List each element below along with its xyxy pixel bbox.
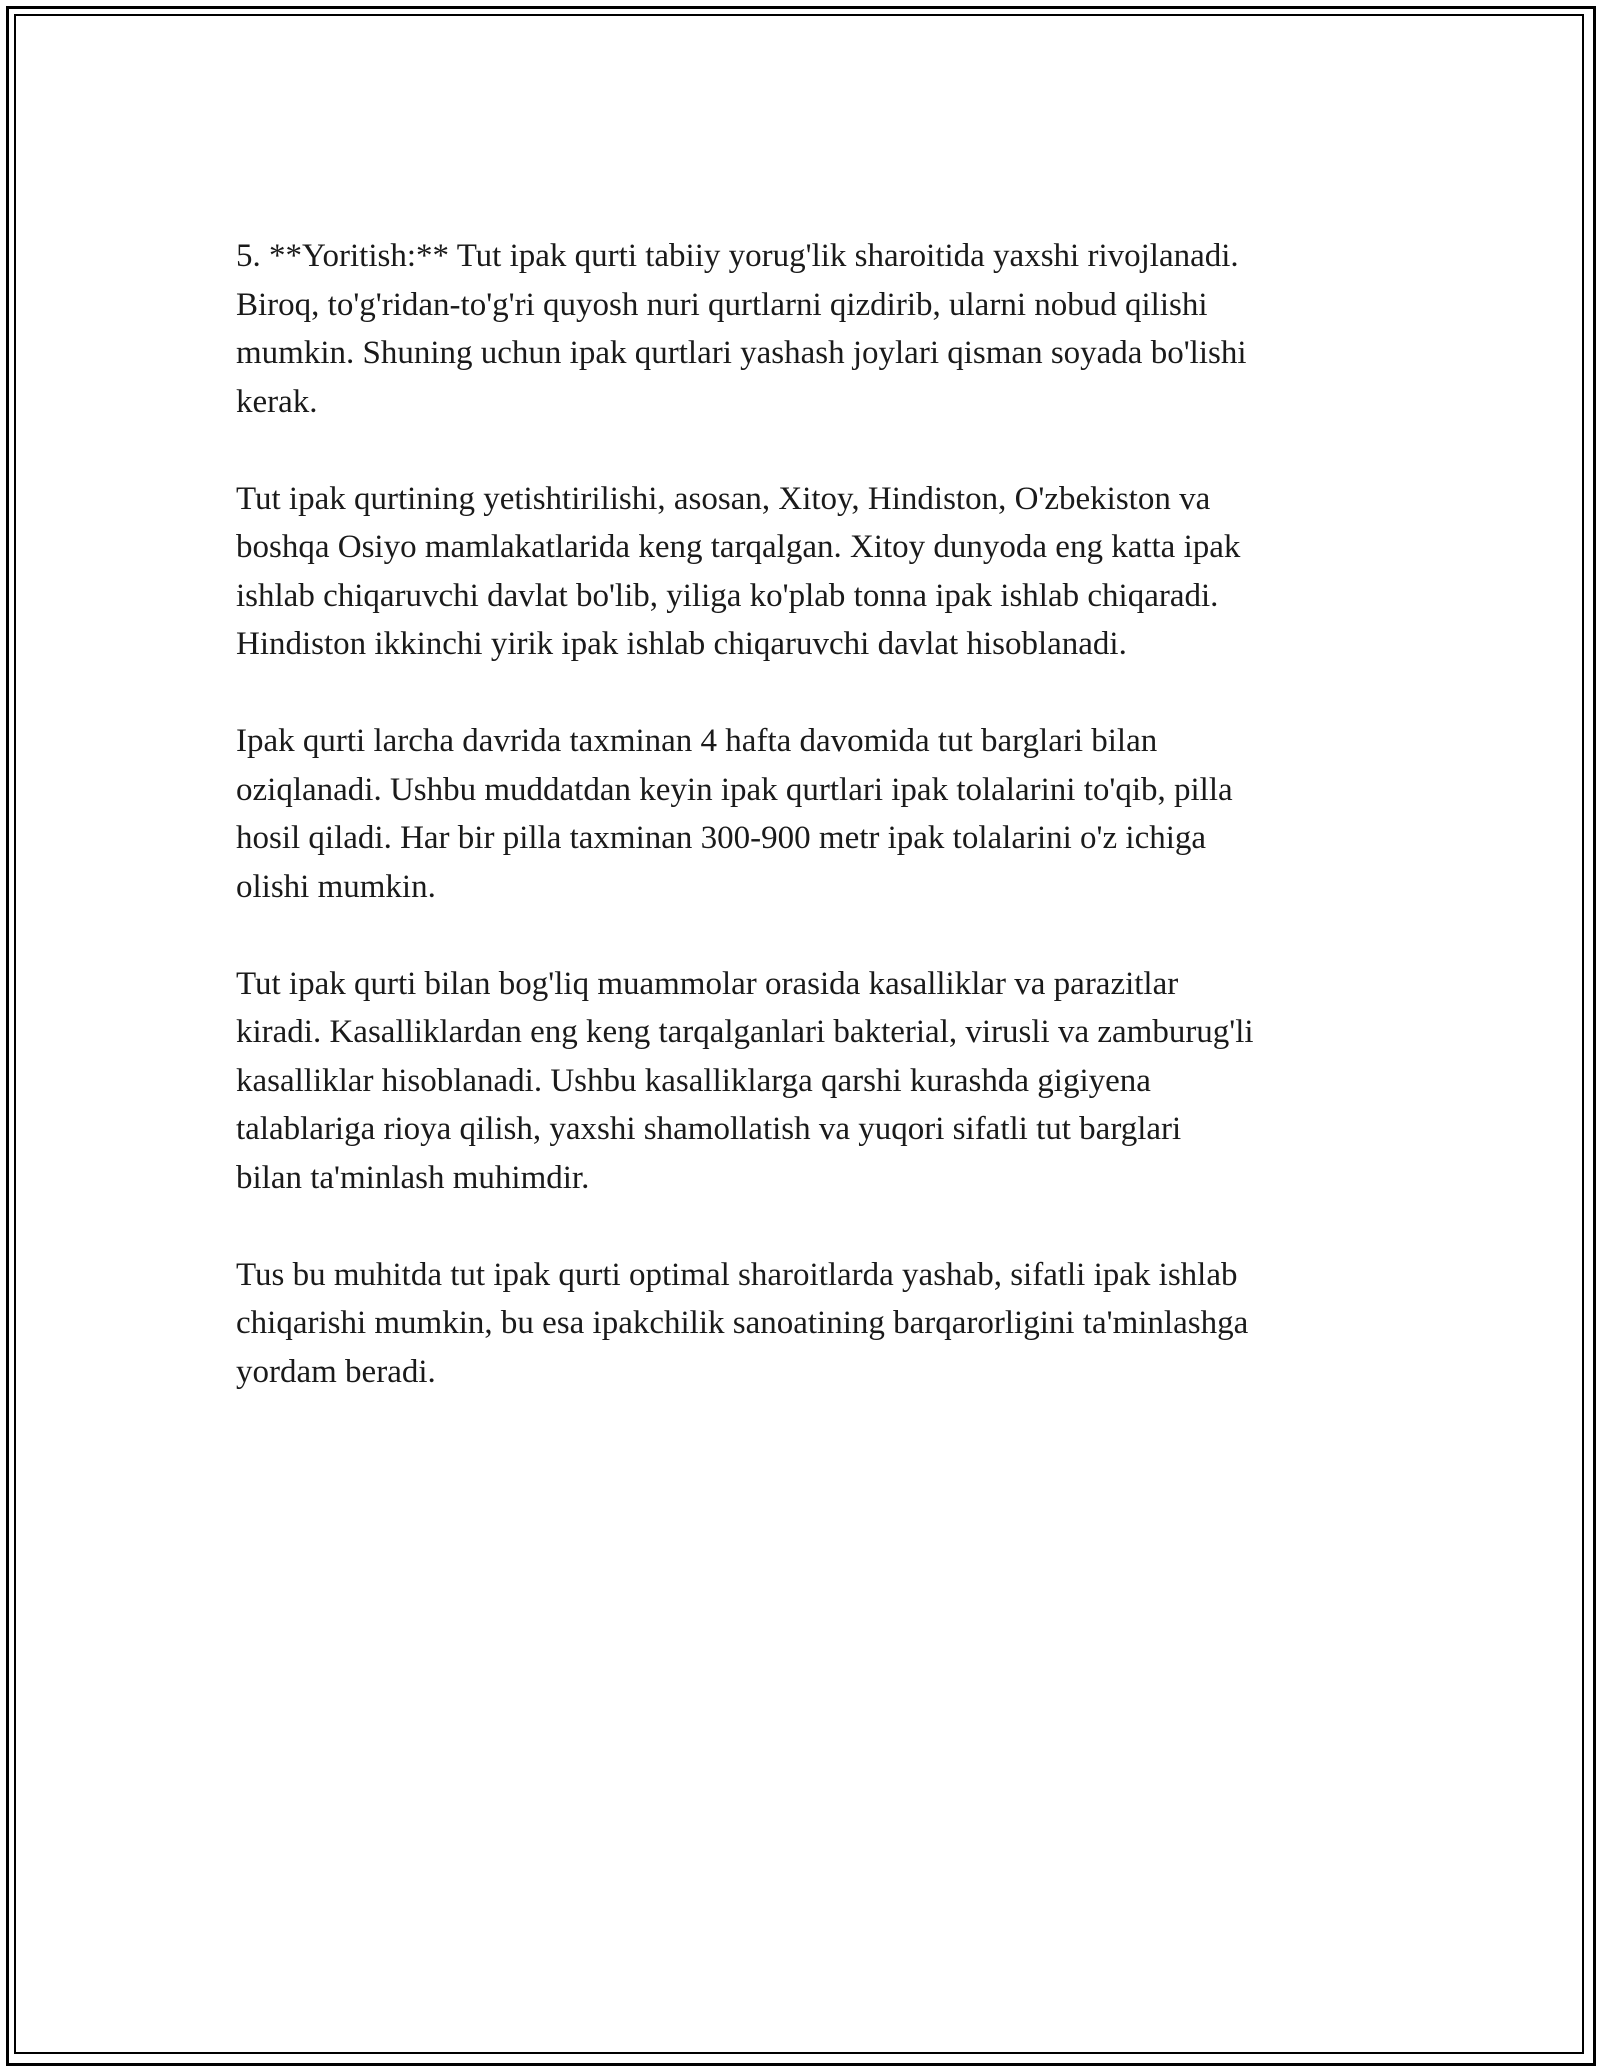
text-line: Ipak qurti larcha davrida taxminan 4 hafta davomida tut barglari bilan	[236, 723, 1158, 759]
text-line: talablariga rioya qilish, yaxshi shamollatish va yuqori sifatli tut barglari	[236, 1111, 1182, 1147]
text-line: Tut ipak qurti bilan bog'liq muammolar orasida kasalliklar va parazitlar	[236, 965, 1179, 1002]
text-line: Biroq, to'g'ridan-to'g'ri quyosh nuri qurtlarni qizdirib, ularni nobud qilishi	[236, 286, 1208, 323]
text-line: hosil qiladi. Har bir pilla taxminan 300-900 metr ipak tolalarini o'z ichiga	[236, 820, 1207, 856]
paragraph-diseases	[236, 960, 1376, 1203]
text-line: kasalliklar hisoblanadi. Ushbu kasalliklarga qarshi kurashda gigiyena	[236, 1062, 1151, 1099]
text-line: olishi mumkin.	[236, 868, 436, 905]
paragraph-conclusion	[236, 1251, 1376, 1397]
text-line: kerak.	[236, 383, 318, 420]
text-line: boshqa Osiyo mamlakatlarida keng tarqalgan. Xitoy dunyoda eng katta ipak	[236, 529, 1241, 565]
text-line: 5. **Yoritish:** Tut ipak qurti tabiiy yorug'lik sharoitida yaxshi rivojlanadi.	[236, 238, 1239, 274]
text-line: yordam beradi.	[236, 1353, 436, 1390]
text-line: Hindiston ikkinchi yirik ipak ishlab chiqaruvchi davlat hisoblanadi.	[236, 626, 1127, 662]
text-line: kiradi. Kasalliklardan eng keng tarqalganlari bakterial, virusli va zamburug'li	[236, 1014, 1254, 1050]
paragraph-larval-stage	[236, 717, 1376, 911]
text-line: mumkin. Shuning uchun ipak qurtlari yashash joylari qisman soyada bo'lishi	[236, 335, 1247, 371]
text-line: oziqlanadi. Ushbu muddatdan keyin ipak qurtlari ipak tolalarini to'qib, pilla	[236, 771, 1233, 808]
paragraph-cultivation-regions	[236, 475, 1376, 669]
text-line: Tus bu muhitda tut ipak qurti optimal sharoitlarda yashab, sifatli ipak ishlab	[236, 1256, 1238, 1293]
document-body	[236, 232, 1376, 1445]
text-line: Tut ipak qurtining yetishtirilishi, asosan, Xitoy, Hindiston, O'zbekiston va	[236, 480, 1211, 517]
text-line: ishlab chiqaruvchi davlat bo'lib, yiliga ko'plab tonna ipak ishlab chiqaradi.	[236, 577, 1219, 614]
text-line: bilan ta'minlash muhimdir.	[236, 1159, 590, 1196]
paragraph-lighting	[236, 232, 1376, 426]
text-line: chiqarishi mumkin, bu esa ipakchilik sanoatining barqarorligini ta'minlashga	[236, 1305, 1249, 1341]
